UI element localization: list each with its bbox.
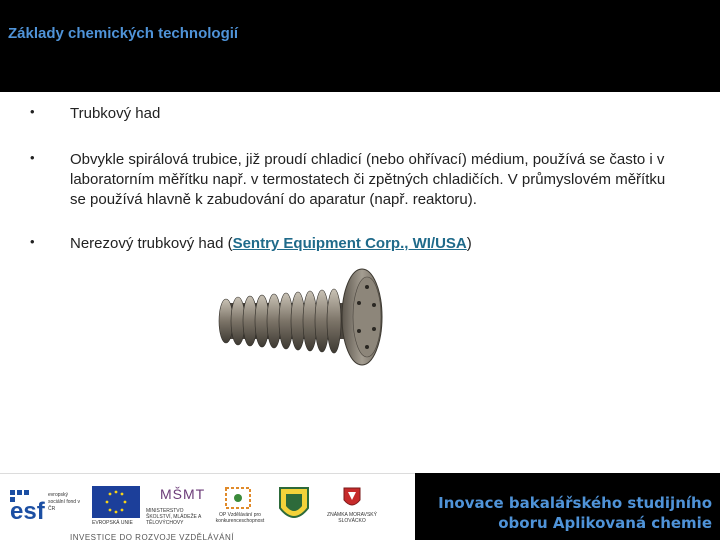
slide-header [0, 0, 720, 92]
program-title-line1: Inovace bakalářského studijního [438, 494, 712, 512]
bullet-marker: • [30, 104, 35, 119]
slide-title: Základy chemických technologií [8, 25, 239, 42]
msmt-logo [146, 486, 206, 526]
bullet-text-prefix: Nerezový trubkový had ( [70, 235, 233, 252]
investment-slogan: INVESTICE DO ROZVOJE VZDĚLÁVÁNÍ [70, 533, 234, 542]
eu-logo [92, 486, 140, 526]
footer-logo-strip [0, 473, 415, 541]
stainless-coil-image [212, 265, 386, 375]
program-title-line2: oboru Aplikovaná chemie [498, 514, 712, 532]
msmt-caption: MINISTERSTVO ŠKOLSTVÍ, MLÁDEŽE A TĚLOVÝCHOVY [146, 508, 202, 526]
op-vk-icon [212, 486, 268, 512]
esf-caption: evropský sociální fond v ČR [48, 492, 80, 512]
program-title [438, 493, 712, 533]
esf-text: esf [10, 498, 45, 525]
shield-icon [276, 486, 312, 526]
coil-illustration [212, 265, 386, 375]
bullet-marker: • [30, 150, 35, 165]
crest-icon [322, 486, 382, 512]
msmt-text: MŠMT [160, 486, 206, 502]
university-caption: ZNÁMKA MORAVSKÝ SLOVÁCKO [327, 512, 377, 524]
sentry-equipment-link[interactable]: Sentry Equipment Corp., WI/USA [232, 235, 467, 252]
esf-logo [8, 486, 88, 526]
eu-caption: EVROPSKÁ UNIE [92, 520, 133, 526]
bullet-text: Trubkový had [70, 105, 161, 122]
op-vk-logo [212, 486, 268, 526]
bullet-marker: • [30, 234, 35, 249]
bullet-text: Obvykle spirálová trubice, již proudí chladicí (nebo ohřívací) médium, používá se často i v laboratorním měřítku např. v termostatech či zpětných chladičích. V průmyslovém měřítku se používá hlavně k zabudování do aparatur (např. reaktoru). [70, 151, 666, 208]
university-logo [322, 486, 382, 526]
footer-program-box [415, 473, 720, 540]
footer [0, 473, 720, 540]
bullet-text-suffix: ) [466, 235, 472, 252]
eu-flag-icon [92, 486, 140, 518]
upce-logo [276, 486, 312, 526]
bullet-text [70, 234, 680, 254]
op-vk-caption: OP Vzdělávání pro konkurenceschopnost [215, 512, 265, 524]
